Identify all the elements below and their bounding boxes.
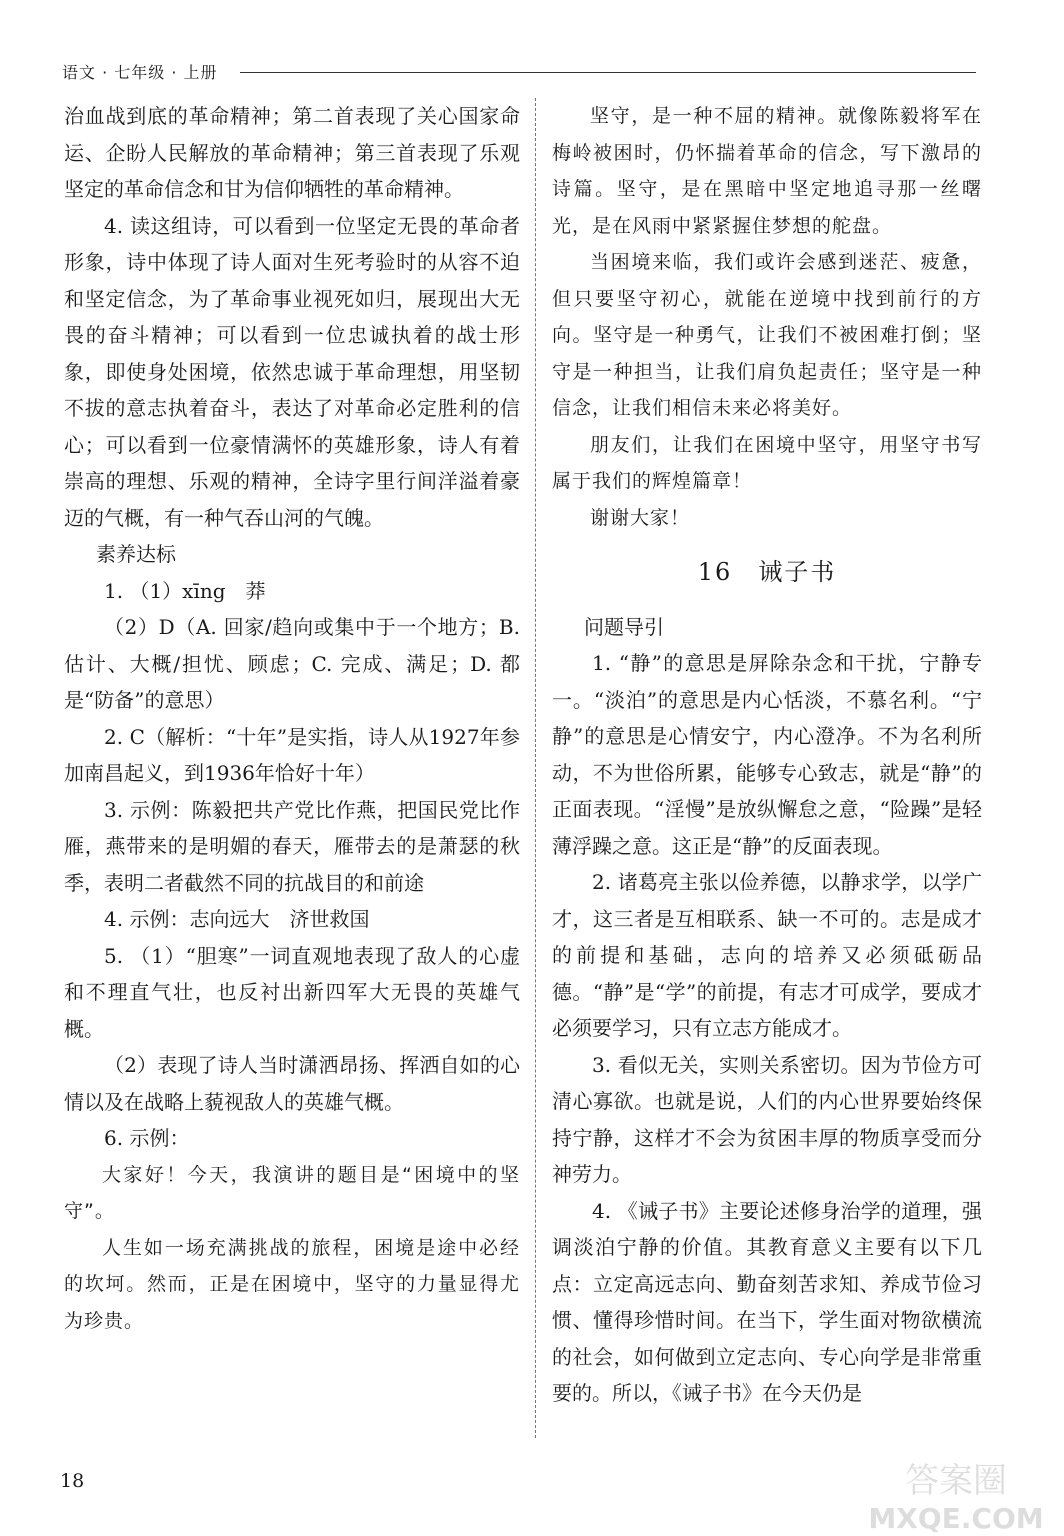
paragraph: 5. （1）“胆寒”一词直观地表现了敌人的心虚和不理直气壮，也反衬出新四军大无畏的英雄气概。 bbox=[64, 943, 520, 1041]
paragraph: 1. （1）xīng 莽 bbox=[104, 578, 266, 603]
paragraph: 2. 诸葛亮主张以俭养德，以静求学，以学广才，这三者是互相联系、缺一不可的。志是成才的前提和基础，志向的培养又必须砥砺品德。“静”是“学”的前提，有志才可成学，要成才必须要学习，只有立志方能成才。 bbox=[552, 870, 982, 1040]
section-heading: 问题导引 bbox=[584, 614, 664, 639]
speech-paragraph: 大家好！今天，我演讲的题目是“困境中的坚守”。 bbox=[64, 1163, 520, 1222]
paragraph: 3. 看似无关，实则关系密切。因为节俭方可清心寡欲。也就是说，人们的内心世界要始终保持宁静，这样才不会为贫困丰厚的物质享受而分神劳力。 bbox=[552, 1052, 982, 1186]
page-number: 18 bbox=[60, 1470, 85, 1492]
speech-paragraph: 谢谢大家！ bbox=[590, 506, 691, 529]
speech-paragraph: 坚守，是一种不屈的精神。就像陈毅将军在梅岭被困时，仍怀揣着革命的信念，写下激昂的诗篇。坚守，是在黑暗中坚定地追寻那一丝曙光，是在风雨中紧紧握住梦想的舵盘。 bbox=[552, 105, 982, 237]
paragraph: 1. “静”的意思是屏除杂念和干扰，宁静专一。“淡泊”的意思是内心恬淡，不慕名利。“宁静”的意思是心情安宁，内心澄净。不为名利所动，不为世俗所累，能够专心致志，就是“静”的正面表现。“淫慢”是放纵懈怠之意，“险躁”是轻薄浮躁之意。这正是“静”的反面表现。 bbox=[552, 651, 982, 858]
paragraph: （2）表现了诗人当时潇洒昂扬、挥洒自如的心情以及在战略上藐视敌人的英雄气概。 bbox=[64, 1053, 520, 1114]
speech-paragraph: 朋友们，让我们在困境中坚守，用坚守书写属于我们的辉煌篇章！ bbox=[552, 433, 982, 492]
watermark-bottom: MXQE.COM bbox=[868, 1502, 1044, 1534]
paragraph: 2. C（解析：“十年”是实指，诗人从1927年参加南昌起义，到1936年恰好十年） bbox=[64, 724, 520, 785]
paragraph: 4. 《诫子书》主要论述修身治学的道理，强调淡泊宁静的价值。其教育意义主要有以下几点：立定高远志向、勤奋刻苦求知、养成节俭习惯、懂得珍惜时间。在当下，学生面对物欲横流的社会，如何做到立定志向、专心向学是非常重要的。所以，《诫子书》在今天仍是 bbox=[552, 1198, 982, 1405]
speech-paragraph: 当困境来临，我们或许会感到迷茫、疲惫，但只要坚守初心，就能在逆境中找到前行的方向。坚守是一种勇气，让我们不被困难打倒；坚守是一种担当，让我们肩负起责任；坚守是一种信念，让我们相信未来必将美好。 bbox=[552, 251, 982, 419]
speech-paragraph: 人生如一场充满挑战的旅程，困境是途中必经的坎坷。然而，正是在困境中，坚守的力量显得尤为珍贵。 bbox=[64, 1236, 520, 1332]
paragraph: （2）D（A. 回家/趋向或集中于一个地方；B. 估计、大概/担忧、顾虑；C. 完成、满足；D. 都是“防备”的意思） bbox=[64, 615, 520, 712]
section-heading: 素养达标 bbox=[96, 542, 176, 566]
lesson-title: 16 诫子书 bbox=[697, 558, 837, 586]
paragraph: 4. 读这组诗，可以看到一位坚定无畏的革命者形象，诗中体现了诗人面对生死考验时的从容不迫和坚定信念，为了革命事业视死如归，展现出大无畏的奋斗精神；可以看到一位忠诚执着的战士形象，即使身处困境，依然忠诚于革命理想，用坚韧不拔的意志执着奋斗，表达了对革命必定胜利的信心；可以看到一位豪情满怀的英雄形象，诗人有着崇高的理想、乐观的精神，全诗字里行间洋溢着豪迈的气概，有一种气吞山河的气魄。 bbox=[64, 213, 520, 530]
watermark-top: 答案圈 bbox=[905, 1461, 1007, 1501]
paragraph: 3. 示例：陈毅把共产党比作燕，把国民党比作雁，燕带来的是明媚的春天，雁带去的是萧瑟的秋季，表明二者截然不同的抗战目的和前途 bbox=[64, 797, 520, 895]
right-column bbox=[552, 98, 982, 1440]
header-rule bbox=[240, 72, 976, 73]
column-divider bbox=[535, 98, 536, 1438]
left-column bbox=[64, 98, 520, 1440]
header-title: 语文 · 七年级 · 上册 bbox=[62, 63, 218, 82]
paragraph: 6. 示例： bbox=[104, 1126, 190, 1150]
watermark-logo bbox=[868, 1452, 1048, 1534]
paragraph: 治血战到底的革命精神；第二首表现了关心国家命运、企盼人民解放的革命精神；第三首表现了乐观坚定的革命信念和甘为信仰牺牲的革命精神。 bbox=[64, 104, 520, 201]
paragraph: 4. 示例：志向远大 济世救国 bbox=[104, 907, 370, 931]
page-header bbox=[62, 60, 976, 86]
